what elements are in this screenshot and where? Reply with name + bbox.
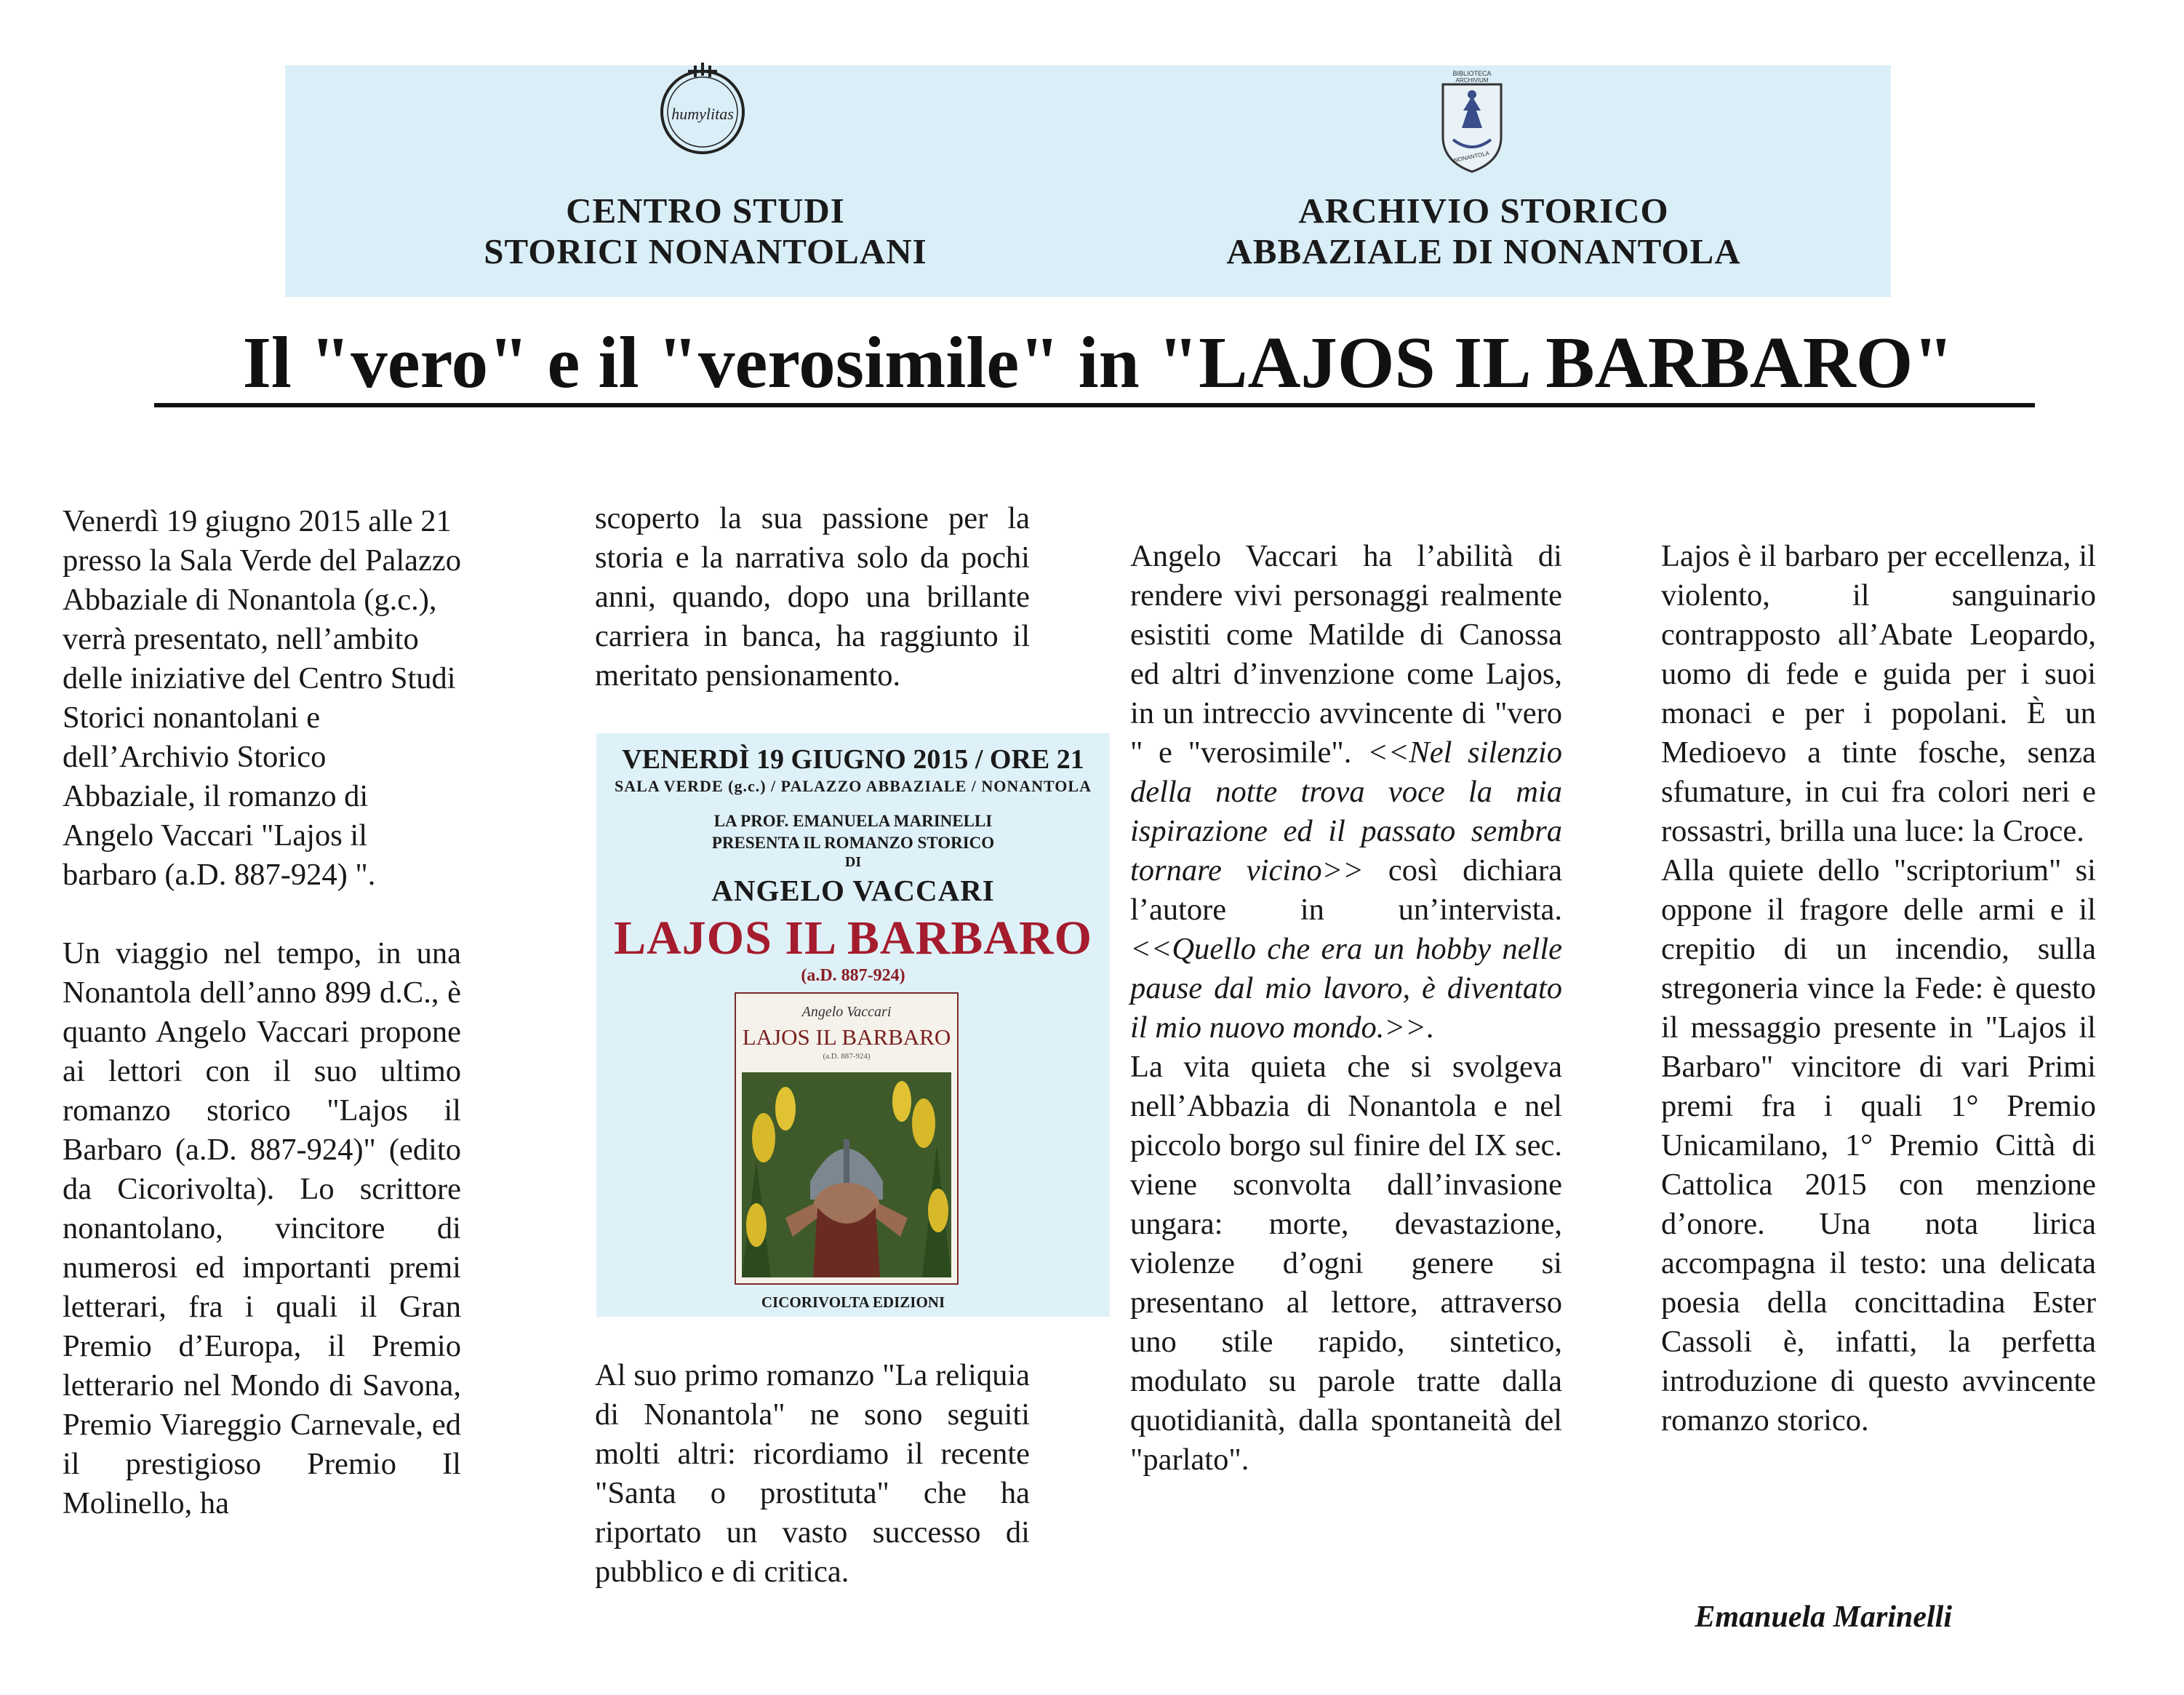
poster-di: DI [844,854,862,870]
event-poster [596,733,1110,1317]
article-paragraph: Al suo primo romanzo "La reliquia di Nonantola" ne sono seguiti molti altri: ricordiamo il recente "Santa o prostituta" che ha riportato un vasto successo di pubblico e di critica. [595,1358,1030,1589]
poster-date: VENERDÌ 19 GIUGNO 2015 / ORE 21 [622,744,1084,775]
book-cover-title: LAJOS IL BARBARO [742,1024,951,1050]
archivio-storico-title: ARCHIVIO STORICO ABBAZIALE DI NONANTOLA [1226,191,1741,271]
svg-text:humylitas: humylitas [671,105,734,123]
svg-text:ARCHIVIUM: ARCHIVIUM [1455,77,1489,84]
svg-text:BIBLIOTECA: BIBLIOTECA [1452,70,1492,77]
article-headline: Il "vero" e il "verosimile" in "LAJOS IL BARBARO" [242,322,1954,403]
author-quote: <<Quello che era un hobby nelle pause dal mio lavoro, è diventato il mio nuovo mondo.>> [1130,932,1562,1045]
book-cover [735,992,959,1285]
svg-text:NONANTOLA: NONANTOLA [1453,149,1490,164]
article-column-2-top [595,499,1030,695]
poster-presenter: LA PROF. EMANUELA MARINELLI [713,812,993,830]
centro-studi-title: CENTRO STUDI STORICI NONANTOLANI [484,191,927,271]
article-paragraph: Un viaggio nel tempo, in una Nonantola dell’anno 899 d.C., è quanto Angelo Vaccari propone ai lettori con il suo ultimo romanzo storico "Lajos il Barbaro (a.D. 887-924)" (edito da Cicorivolta). Lo scrittore nonantolano, vincitore di numerosi ed importanti premi letterari, fra i quali il Gran Premio d’Europa, il Premio letterario nel Mondo di Savona, Premio Viareggio Carnevale, ed il prestigioso Premio Il Molinello, ha [63,936,461,1520]
article-signature: Emanuela Marinelli [1695,1600,1952,1634]
article-paragraph: scoperto la sua passione per la storia e la narrativa solo da pochi anni, quando, dopo una brillante carriera in banca, ha raggiunto il meritato pensionamento. [595,501,1030,693]
poster-venue: SALA VERDE (g.c.) / PALAZZO ABBAZIALE / NONANTOLA [615,777,1092,795]
headline-underline [154,403,2035,407]
author-quote: <<Nel silenzio della notte trova voce la mia ispirazione ed il passato sembra tornare vicino>> [1130,735,1562,888]
poster-book-title: LAJOS IL BARBARO [614,912,1092,965]
article-column-4 [1661,537,2096,1440]
article-paragraph: Angelo Vaccari ha l’abilità di rendere vivi personaggi realmente esistiti come Matilde di Canossa ed altri d’invenzione come Lajos, in un intreccio avvincente di "vero " e "verosimile". <<Nel silenzio della notte trova voce la mia ispirazione ed il passato sembra tornare vicino>> così dichiara l’autore in un’intervista. <<Quello che era un hobby nelle pause dal mio lavoro, è diventato il mio nuovo mondo.>>. [1130,539,1563,1045]
article-paragraph: Alla quiete dello "scriptorium" si oppone il fragore delle armi e il crepitio di un incendio, sulla stregoneria vince la Fede: è questo il messaggio presente in "Lajos il Barbaro" vincitore di vari Primi premi fra i quali 1° Premio Unicamilano, 1° Premio Città di Cattolica 2015 con menzione d’onore. Una nota lirica accompagna il testo: una delicata poesia della concittadina Ester Cassoli è, infatti, la perfetta introduzione di questo avvincente romanzo storico. [1661,853,2096,1437]
poster-publisher: CICORIVOLTA EDIZIONI [761,1293,945,1311]
book-cover-subtitle: (a.D. 887-924) [823,1052,871,1061]
article-column-3 [1130,537,1562,1480]
archive-crest-icon [1439,67,1505,173]
book-cover-illustration [742,1072,951,1277]
poster-presents: PRESENTA IL ROMANZO STORICO [711,834,995,852]
poster-author: ANGELO VACCARI [711,874,995,907]
article-column-1 [63,502,461,1523]
article-paragraph: La vita quieta che si svolgeva nell’Abbazia di Nonantola e nel piccolo borgo sul finire del IX sec. viene sconvolta dall’invasione ungara: morte, devastazione, violenze d’ogni genere si presentano al lettore, attraverso uno stile rapido, sintetico, modulato su parole tratte dalla quotidianità, dalla spontaneità del "parlato". [1130,1050,1562,1477]
poster-book-dates: (a.D. 887-924) [801,966,905,985]
book-cover-author: Angelo Vaccari [801,1004,892,1020]
article-paragraph: Lajos è il barbaro per eccellenza, il violento, il sanguinario contrapposto all’Abate Leopardo, uomo di fede e guida per i suoi monaci e per i popolani. È un Medioevo a tinte fosche, senza sfumature, in cui fra colori neri e rossastri, brilla una luce: la Croce. [1661,539,2096,848]
humilitas-seal-icon [655,61,751,157]
article-paragraph: Venerdì 19 giugno 2015 alle 21 presso la Sala Verde del Palazzo Abbaziale di Nonantola (g.c.), verrà presentato, nell’ambito delle iniziative del Centro Studi Storici nonantolani e dell’Archivio Storico Abbaziale, il romanzo di Angelo Vaccari "Lajos il barbaro (a.D. 887-924) ". [63,504,461,892]
article-column-2-bottom [595,1356,1030,1592]
